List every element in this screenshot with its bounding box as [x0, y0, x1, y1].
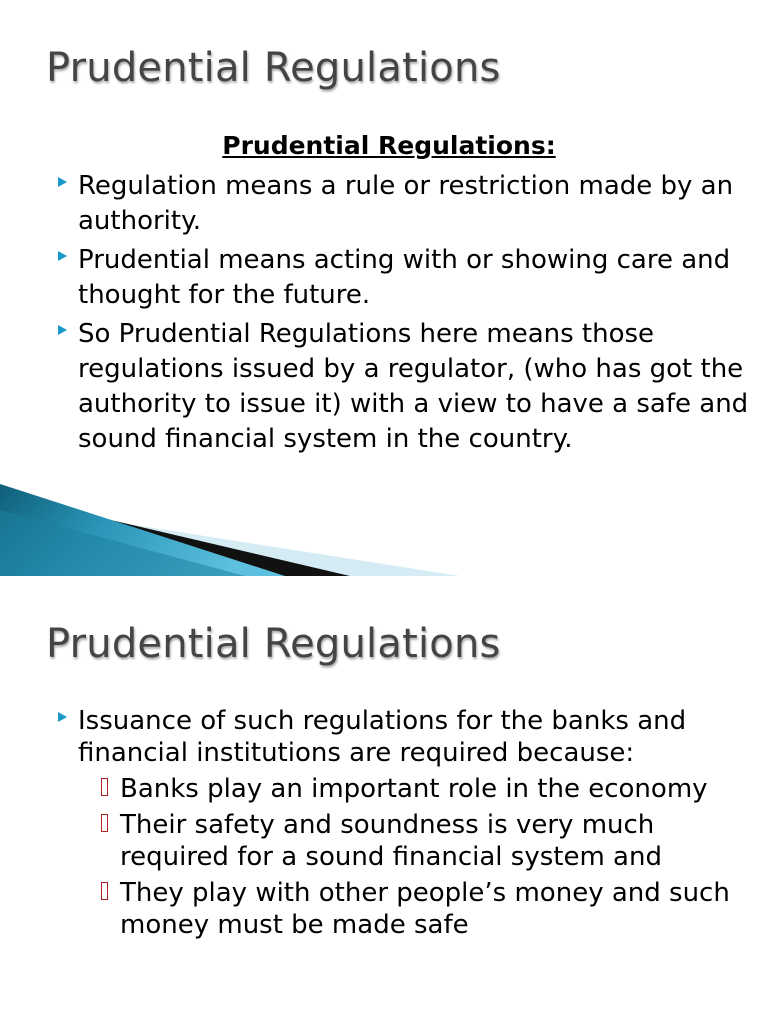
sub-bullet-text: Banks play an important role in the economy [120, 774, 708, 804]
sub-bullet-item [78, 877, 756, 941]
sub-bullet-text: They play with other people’s money and such money must be made safe [120, 878, 730, 940]
bullet-text: Regulation means a rule or restriction made by an authority. [78, 171, 734, 236]
bullet-text: So Prudential Regulations here means those regulations issued by a regulator, (who has got the authority to issue it) with a view to have a safe and sound financial system in the country. [78, 319, 749, 454]
triangle-bullet-icon [58, 177, 67, 187]
bullet-list [56, 169, 756, 461]
bullet-item [56, 705, 756, 941]
bullet-item [56, 169, 756, 239]
bullet-item [56, 243, 756, 313]
bullet-item [56, 317, 756, 457]
triangle-bullet-icon [58, 712, 67, 722]
triangle-bullet-icon [58, 251, 67, 261]
square-outline-bullet-icon [101, 882, 108, 900]
bullet-text: Prudential means acting with or showing care and thought for the future. [78, 245, 731, 310]
slide-subheading: Prudential Regulations: [222, 131, 556, 160]
square-outline-bullet-icon [101, 814, 108, 832]
square-outline-bullet-icon [101, 778, 108, 796]
slide-title: Prudential Regulations [46, 45, 501, 91]
decorative-swoosh [0, 470, 460, 576]
slide-title: Prudential Regulations [46, 621, 501, 667]
sub-bullet-item [78, 809, 756, 873]
sub-bullet-list [78, 773, 756, 941]
slide-2 [0, 576, 768, 1024]
sub-bullet-item [78, 773, 756, 805]
sub-bullet-text: Their safety and soundness is very much required for a sound financial system and [120, 810, 662, 872]
triangle-bullet-icon [58, 325, 67, 335]
bullet-list [56, 705, 756, 945]
bullet-text: Issuance of such regulations for the banks and financial institutions are required because: [78, 706, 687, 768]
